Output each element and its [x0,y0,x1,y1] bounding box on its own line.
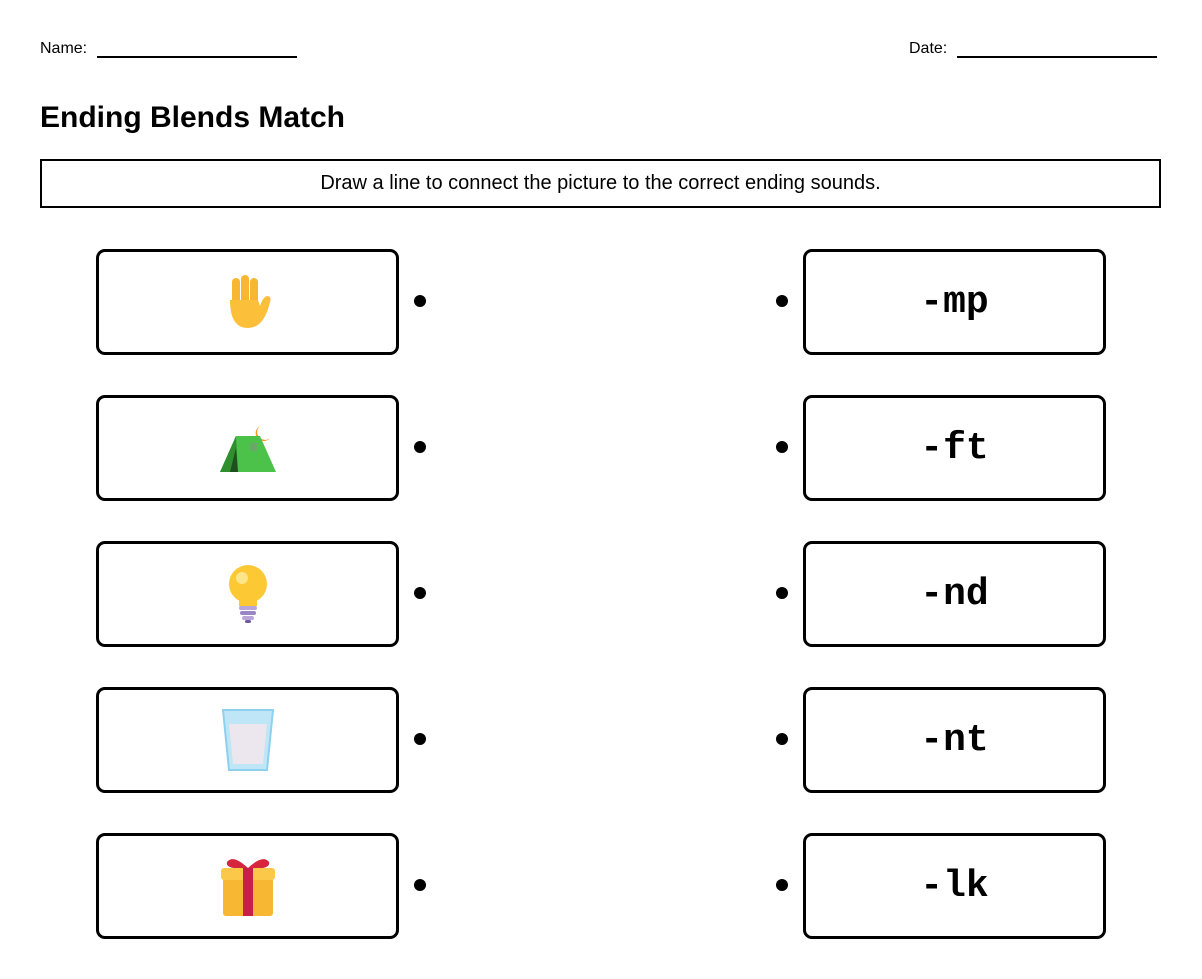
name-field[interactable] [40,40,297,58]
blend-box [803,833,1106,939]
date-line[interactable] [957,42,1157,58]
date-label: Date: [909,40,948,57]
name-label: Name: [40,40,88,57]
left-connection-dot[interactable] [414,733,426,745]
left-connection-dot[interactable] [414,441,426,453]
blend-text: -mp [920,280,989,324]
left-connection-dot[interactable] [414,879,426,891]
date-field[interactable] [909,40,1157,58]
tent-icon [216,418,280,478]
right-connection-dot[interactable] [776,587,788,599]
gift-icon [219,854,277,918]
glass-of-milk-icon [221,708,275,772]
picture-box-milk [96,687,399,793]
blend-box [803,541,1106,647]
left-connection-dot[interactable] [414,587,426,599]
picture-box-light-bulb [96,541,399,647]
right-connection-dot[interactable] [776,441,788,453]
raised-hand-icon [218,272,278,332]
instructions-text: Draw a line to connect the picture to the correct ending sounds. [320,172,881,194]
picture-box-hand [96,249,399,355]
blend-box [803,395,1106,501]
blend-text: -ft [920,426,989,470]
page-title: Ending Blends Match [40,101,346,134]
right-connection-dot[interactable] [776,733,788,745]
left-connection-dot[interactable] [414,295,426,307]
right-connection-dot[interactable] [776,879,788,891]
instructions-box [40,159,1161,208]
picture-box-tent [96,395,399,501]
right-connection-dot[interactable] [776,295,788,307]
blend-text: -lk [920,864,989,908]
blend-text: -nd [920,572,989,616]
light-bulb-icon [223,562,273,626]
name-line[interactable] [97,42,297,58]
blend-text: -nt [920,718,989,762]
blend-box [803,249,1106,355]
blend-box [803,687,1106,793]
picture-box-gift [96,833,399,939]
